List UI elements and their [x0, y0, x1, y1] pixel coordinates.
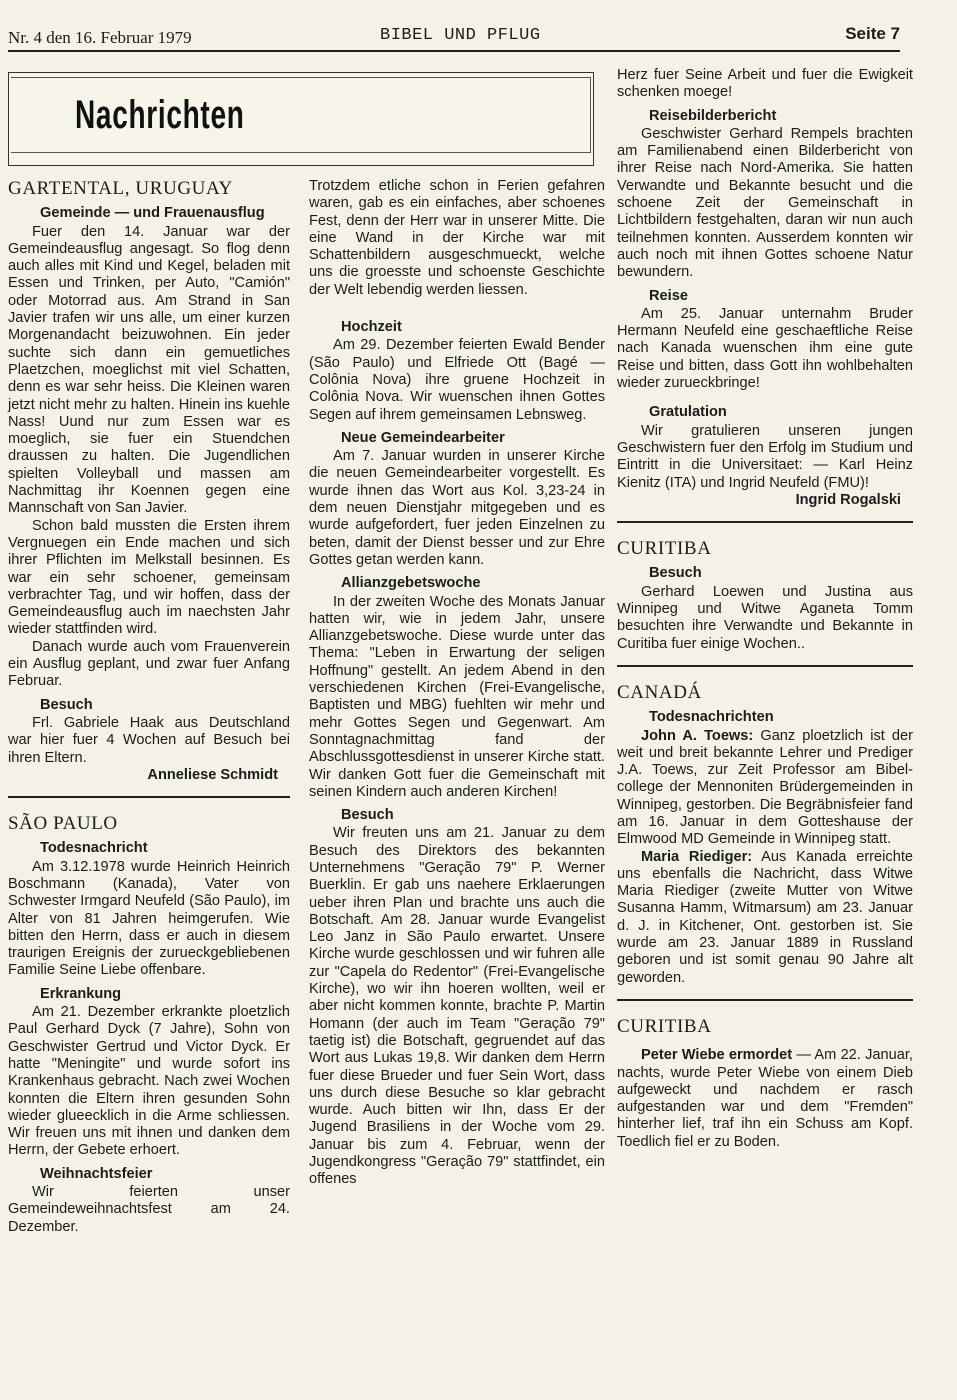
paragraph: Am 25. Januar unternahm Bruder Hermann Neufeld eine geschaeftliche Reise nach Kanada wuenschen ihm eine gute Reise und bitten, dass Gott ihn wohlbehalten wieder zurueckbringe!: [617, 305, 913, 392]
column-2: [309, 178, 605, 1189]
subheading: Besuch: [341, 807, 394, 824]
paragraph: Am 3.12.1978 wurde Heinrich Heinrich Boschmann (Kanada), Vater von Schwester Irmgard Neufeld (São Paulo), im Alter von 81 Jahren heimgerufen. Wie bitten den Herrn, dass er auch in diesem traurigen Ereignis der zurueckgebliebenen Familie Seine Liebe offenbare.: [8, 858, 290, 979]
subheading: Besuch: [649, 565, 702, 582]
paragraph: [617, 728, 913, 849]
person-name: Maria Riediger:: [641, 848, 753, 865]
paragraph: [617, 1047, 913, 1151]
subheading: Hochzeit: [341, 319, 402, 336]
paragraph: Geschwister Gerhard Rempels brachten am Familienabend einen Bilderbericht von ihrer Reise nach Nord-Amerika. Sie hatten Verwandte und Bekannte besucht und die schoene Zeit der Gemeinschaft in Lichtbildern festgehalten, daran wir nun auch teilnehmen konnten. Ausserdem konnten wir auch noch mit ihnen Gottes schoene Natur bewundern.: [617, 125, 913, 281]
divider: [8, 796, 290, 801]
paragraph: Am 21. Dezember erkrankte ploetzlich Paul Gerhard Dyck (7 Jahre), Sohn von Geschwister Gertrud und Victor Dyck. Er hatte "Meningite" und wurde sofort ins Krankenhaus gebracht. Nach zwei Wochen konnten die Eltern ihren gesunden Sohn wieder glueecklich in die Arme schliessen. Wir freuen uns mit ihnen und danken dem Herrn, der Gebete erhoert.: [8, 1004, 290, 1159]
paragraph-text: Aus Kanada erreichte uns ebenfalls die Nachricht, dass Witwe Maria Riediger (zweite Mutter von Witwe Susanna Hamm, Witmarsum) am 23. Januar d. J. in Kitchener, Ont. gestorben ist. Sie wurde am 23. Januar 1889 in Russland geboren und ist somit genau 90 Jahre alt geworden.: [617, 848, 913, 986]
paragraph: Wir feierten unser Gemeindeweihnachtsfest am 24. Dezember.: [8, 1184, 290, 1235]
divider: [617, 521, 913, 526]
paragraph: Gerhard Loewen und Justina aus Winnipeg und Witwe Aganeta Tomm besuchten ihre Verwandte und Bekannte in Curitiba fuer einige Wochen..: [617, 583, 913, 652]
divider: [617, 665, 913, 670]
subheading: Weihnachtsfeier: [40, 1165, 153, 1182]
section-title-curitiba: CURITIBA: [617, 538, 712, 560]
paragraph: Wir freuten uns am 21. Januar zu dem Besuch des Direktors des bekannten Unternehmens "Geração 79" P. Werner Buerklin. Er gab uns naehere Erklaerungen ueber ihren Plan und brachte uns auch die Botschaft. Am 28. Januar wurde Evangelist Leo Janz in São Paulo erwartet. Unsere Kirche wurde geschlossen und wir fuhren alle zur "Capela do Redentor" (Frei-Evangelische Kirche), wo wir ihn hoeren wollten, weil er aber nicht kommen konnte, brachte P. Martin Homann (der auch im Team "Geração 79" taetig ist) die Botschaft, gegruendet auf das Wort aus Lukas 19,8. Wir danken dem Herrn fuer diese Brueder und fuer Sein Wort, dass uns durch diese Besuche so klar gebracht wurde. Auch bitten wir Ihn, dass Er der Jugend Brasiliens in der Woche vom 29. Januar bis zum 4. Februar, wenn der Jugendkongress "Geração 79" stattfindet, ein offenes: [309, 825, 605, 1188]
section-title-curitiba-2: CURITIBA: [617, 1015, 712, 1037]
column-3: [617, 67, 913, 1151]
subheading: Allianzgebetswoche: [341, 575, 481, 592]
subheading: Gemeinde — und Frauenausflug: [40, 205, 265, 222]
subheading: Besuch: [40, 696, 93, 713]
subheading: Neue Gemeindearbeiter: [341, 429, 505, 446]
section-title-sao-paulo: SÃO PAULO: [8, 813, 118, 835]
paragraph: Fuer den 14. Januar war der Gemeindeausflug angesagt. So flog denn auch alles mit Kind und Kegel, beladen mit Essen und Trinken, per Auto, "Camión" oder Motorrad aus. Am Strand in San Javier trafen wir uns alle, um einer kurzen Morgenandacht beizuwohnen. Ein jeder suchte sich dann ein gemuetliches Plaetzchen, moeglichst mit viel Schatten, denn es war sehr heiss. Die Kleinen waren jetzt nicht mehr zu halten. Hinein ins kuehle Nass! Uund nur zum Essen war es moeglich, sie fuer ein Stuendchen draussen zu halten. Die Jugendlichen spielten Volleyball und massen am Nachmittag ihr Koennen gegen eine Mannschaft von San Javier.: [8, 223, 290, 517]
signature: Anneliese Schmidt: [147, 766, 278, 783]
banner-title: Nachrichten: [75, 93, 245, 137]
subheading: Reise: [649, 287, 688, 304]
paragraph: Schon bald mussten die Ersten ihrem Vergnuegen ein Ende machen und sich ihrer Pflichten im Melkstall besinnen. Es war ein sehr schoener, gemeinsam verbrachter Tag, und wir hoffen, dass der Gemeindeausflug auch im naechsten Jahr wieder stattfinden wird.: [8, 517, 290, 638]
subheading: Reisebilderbericht: [649, 107, 777, 124]
headline-name: Peter Wiebe ermordet: [641, 1047, 793, 1064]
paragraph: [617, 849, 913, 987]
paragraph: Wir gratulieren unseren jungen Geschwistern fuer den Erfolg im Studium und Eintritt in die Universitaet: — Karl Heinz Kienitz (ITA) und Ingrid Neufeld (FMU)!: [617, 422, 913, 491]
paragraph: Trotzdem etliche schon in Ferien gefahren waren, gab es ein einfaches, aber schoenes Fest, denn der Herr war in unserer Mitte. Die eine Wand in der Kirche war mit Schattenbildern ausgeschmueckt, welche uns die groesste und schoenste Geschichte der Welt lebendig werden liessen.: [309, 178, 605, 298]
paragraph-text: Ganz ploetzlich ist der weit und breit bekannte Lehrer und Prediger J.A. Toews, zur Zeit Professor am Bibel-college der Mennoniten Brüdergemeinden in Winnipeg, gestorben. Die Begräbnisfeier fand am 16. Januar in dem Gotteshause der Elmwood MD Gemeinde in Winnipeg statt.: [617, 727, 913, 848]
subheading: Todesnachrichten: [649, 709, 774, 726]
subheading: Todesnachricht: [40, 840, 148, 857]
paragraph: Danach wurde auch vom Frauenverein ein Ausflug geplant, und zwar fuer Anfang Februar.: [8, 638, 290, 690]
paragraph: Frl. Gabriele Haak aus Deutschland war hier fuer 4 Wochen auf Besuch bei ihren Eltern.: [8, 714, 290, 766]
person-name: John A. Toews:: [641, 727, 754, 744]
newspaper-title: BIBEL UND PFLUG: [380, 26, 541, 45]
divider: [617, 999, 913, 1004]
paragraph: In der zweiten Woche des Monats Januar hatten wir, wie in jedem Jahr, unsere Allianzgebetswoche. Diese wurde unter das Thema: "Leben in Erwartung der seligen Hoffnung" gestellt. An jedem Abend in den verschiedenen Kirchen (Frei-Evangelische, Baptisten und MBG) fuehlten wir mehr und mehr Gottes Segen und Gegenwart. Am Sonntagnachmittag fand der Abschlussgottesdienst in unserer Kirche statt. Wir danken Gott fuer die Gemeinschaft mit seinen Kindern auch anderen Kirchen!: [309, 593, 605, 800]
paragraph: Herz fuer Seine Arbeit und fuer die Ewigkeit schenken moege!: [617, 67, 913, 101]
section-title-gartental: GARTENTAL, URUGUAY: [8, 178, 233, 199]
subheading: Erkrankung: [40, 985, 122, 1002]
page-number: Seite 7: [845, 24, 900, 43]
section-banner: [8, 72, 594, 166]
signature: Ingrid Rogalski: [795, 491, 901, 508]
issue-date: Nr. 4 den 16. Februar 1979: [8, 28, 192, 47]
paragraph: Am 29. Dezember feierten Ewald Bender (São Paulo) und Elfriede Ott (Bagé — Colônia Nova) ihre gruene Hochzeit in Colônia Nova. Wir wuenschen ihnen Gottes Segen auf ihrem gemeinsamen Lebnsweg.: [309, 337, 605, 423]
section-title-canada: CANADÁ: [617, 681, 702, 703]
paragraph: Am 7. Januar wurden in unserer Kirche die neuen Gemeindearbeiter vorgestellt. Es wurde ihnen das Wort aus Kol. 3,23-24 in dem neuen Dienstjahr mitgegeben und es wurde aufgefordert, fuer jeden Einzelnen zu beten, damit der Dienst besser und zur Ehre Gottes getan werden kann.: [309, 448, 605, 568]
paragraph-text: — Am 22. Januar, nachts, wurde Peter Wiebe von einem Dieb aufgeweckt und nachdem er rasch aufgestanden war und dem "Fremden" hinterher lief, traf ihn ein Schuss am Kopf. Toedlich fiel er zu Boden.: [617, 1047, 913, 1150]
page-header: [8, 22, 900, 52]
column-1: [8, 180, 290, 1236]
subheading: Gratulation: [649, 404, 727, 421]
